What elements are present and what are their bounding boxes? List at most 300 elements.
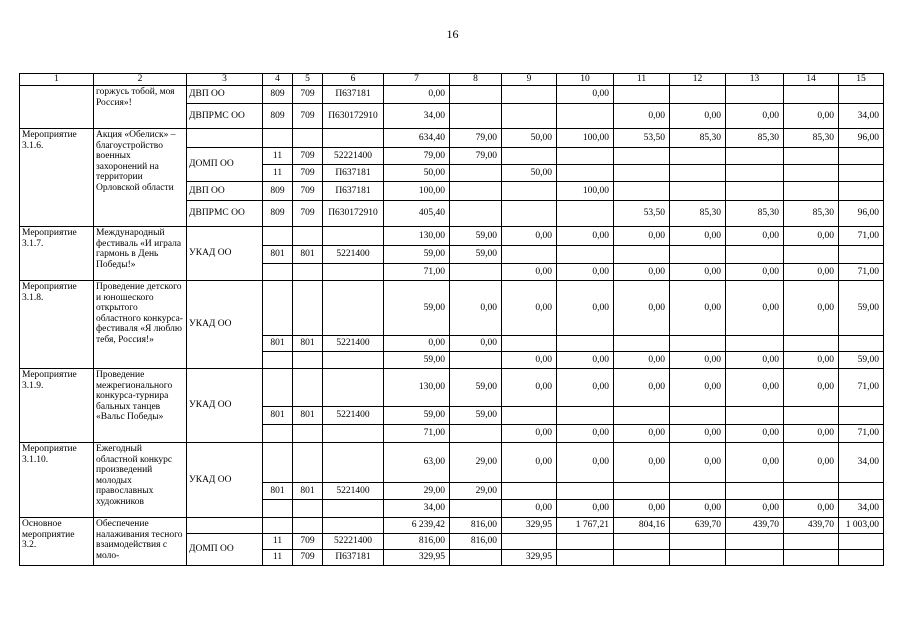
amount-cell: 0,00 [557,443,614,483]
amount-cell: 130,00 [384,369,450,407]
amount-cell: 59,00 [450,246,502,264]
amount-cell: 79,00 [450,148,502,165]
section-code-cell: 709 [293,550,323,566]
amount-cell: 100,00 [557,182,614,201]
amount-cell [670,483,726,500]
section-code-cell: 709 [293,165,323,182]
amount-cell: 34,00 [384,104,450,129]
amount-cell: 0,00 [384,336,450,352]
executor-code-cell: ДВПРМС ОО [187,201,263,227]
description-cell: Ежегодный областной конкурс произведений молодых православных художников [94,443,187,518]
measure-cell: Мероприятие 3.1.8. [20,281,94,369]
amount-cell [726,148,784,165]
amount-cell: 34,00 [839,500,884,518]
target-article-cell [323,518,384,534]
amount-cell [614,86,670,104]
column-header: 8 [450,74,502,86]
amount-cell: 0,00 [670,227,726,246]
amount-cell [614,182,670,201]
chapter-code-cell [263,443,293,483]
amount-cell: 0,00 [784,443,839,483]
amount-cell: 29,00 [450,443,502,483]
amount-cell: 100,00 [557,129,614,148]
amount-cell: 0,00 [670,425,726,443]
amount-cell: 329,95 [384,550,450,566]
column-header: 2 [94,74,187,86]
amount-cell [557,550,614,566]
chapter-code-cell [263,425,293,443]
target-article-cell: П630172910 [323,201,384,227]
target-article-cell: П637181 [323,550,384,566]
amount-cell [784,165,839,182]
chapter-code-cell [263,264,293,281]
amount-cell [726,182,784,201]
amount-cell: 34,00 [839,104,884,129]
amount-cell: 0,00 [614,281,670,336]
target-article-cell [323,352,384,369]
amount-cell: 79,00 [450,129,502,148]
amount-cell [839,165,884,182]
amount-cell: 59,00 [839,352,884,369]
amount-cell [450,352,502,369]
table-row [20,129,884,148]
amount-cell [670,182,726,201]
amount-cell: 0,00 [784,227,839,246]
amount-cell [726,483,784,500]
executor-code-cell [187,129,263,148]
column-header: 5 [293,74,323,86]
chapter-code-cell: 11 [263,165,293,182]
amount-cell: 59,00 [450,407,502,425]
amount-cell: 50,00 [384,165,450,182]
amount-cell [784,550,839,566]
amount-cell [614,246,670,264]
amount-cell: 59,00 [384,407,450,425]
target-article-cell: 5221400 [323,246,384,264]
target-article-cell [323,227,384,246]
target-article-cell [323,500,384,518]
amount-cell: 0,00 [670,352,726,369]
amount-cell: 0,00 [614,443,670,483]
measure-cell: Мероприятие 3.1.10. [20,443,94,518]
measure-cell [20,86,94,129]
amount-cell [502,86,557,104]
amount-cell: 0,00 [726,227,784,246]
amount-cell [502,104,557,129]
target-article-cell: П637181 [323,182,384,201]
column-header: 13 [726,74,784,86]
amount-cell [557,201,614,227]
column-header: 12 [670,74,726,86]
executor-code-cell: ДВПРМС ОО [187,104,263,129]
amount-cell: 0,00 [557,227,614,246]
description-cell: Международный фестиваль «И играла гармонь в День Победы!» [94,227,187,281]
chapter-code-cell: 11 [263,550,293,566]
section-code-cell [293,425,323,443]
amount-cell: 59,00 [384,246,450,264]
amount-cell: 85,30 [670,129,726,148]
amount-cell: 1 003,00 [839,518,884,534]
amount-cell: 0,00 [502,425,557,443]
amount-cell: 0,00 [557,264,614,281]
amount-cell: 1 767,21 [557,518,614,534]
amount-cell [839,407,884,425]
chapter-code-cell [263,500,293,518]
amount-cell [557,104,614,129]
amount-cell: 634,40 [384,129,450,148]
section-code-cell: 709 [293,182,323,201]
amount-cell [557,148,614,165]
amount-cell: 0,00 [726,425,784,443]
executor-code-cell: ДВП ОО [187,182,263,201]
section-code-cell [293,227,323,246]
budget-table [19,73,884,566]
amount-cell: 71,00 [839,227,884,246]
amount-cell: 0,00 [670,104,726,129]
target-article-cell [323,369,384,407]
amount-cell: 59,00 [384,281,450,336]
section-code-cell: 801 [293,336,323,352]
amount-cell [839,86,884,104]
target-article-cell [323,281,384,336]
amount-cell [450,165,502,182]
amount-cell [784,534,839,550]
amount-cell [614,165,670,182]
amount-cell [726,165,784,182]
description-cell: Акция «Обелиск» – благоустройство военных захоронений на территории Орловской области [94,129,187,227]
table-row [20,443,884,483]
executor-code-cell: УКАД ОО [187,227,263,281]
amount-cell [784,148,839,165]
amount-cell [670,534,726,550]
column-header: 10 [557,74,614,86]
amount-cell: 0,00 [502,369,557,407]
target-article-cell: 5221400 [323,407,384,425]
amount-cell [839,182,884,201]
amount-cell: 85,30 [784,201,839,227]
executor-code-cell: ДОМП ОО [187,148,263,182]
chapter-code-cell [263,518,293,534]
amount-cell [614,534,670,550]
table-header [20,74,884,86]
amount-cell [450,201,502,227]
amount-cell: 0,00 [614,104,670,129]
amount-cell: 71,00 [384,425,450,443]
amount-cell [839,336,884,352]
amount-cell: 53,50 [614,129,670,148]
executor-code-cell: ДВП ОО [187,86,263,104]
description-cell: горжусь тобой, моя Россия»! [94,86,187,129]
amount-cell: 329,95 [502,550,557,566]
amount-cell: 85,30 [726,129,784,148]
measure-cell: Основное мероприятие 3.2. [20,518,94,566]
chapter-code-cell: 801 [263,483,293,500]
amount-cell: 0,00 [784,425,839,443]
chapter-code-cell [263,369,293,407]
amount-cell [614,483,670,500]
description-cell: Обеспечение налаживания тесного взаимодействия с моло- [94,518,187,566]
amount-cell [784,182,839,201]
amount-cell: 85,30 [784,129,839,148]
amount-cell [557,246,614,264]
amount-cell [726,407,784,425]
section-code-cell: 801 [293,407,323,425]
amount-cell [670,407,726,425]
amount-cell: 0,00 [614,425,670,443]
amount-cell: 0,00 [784,281,839,336]
chapter-code-cell: 809 [263,104,293,129]
target-article-cell [323,425,384,443]
page-number: 16 [446,27,459,41]
amount-cell [557,407,614,425]
target-article-cell: 5221400 [323,483,384,500]
amount-cell [502,246,557,264]
measure-cell: Мероприятие 3.1.7. [20,227,94,281]
amount-cell [502,483,557,500]
amount-cell [784,336,839,352]
amount-cell: 0,00 [557,425,614,443]
amount-cell: 804,16 [614,518,670,534]
amount-cell: 0,00 [614,264,670,281]
amount-cell: 0,00 [614,227,670,246]
description-cell: Проведение межрегионального конкурса-турнира бальных танцев «Вальс Победы» [94,369,187,443]
amount-cell [839,246,884,264]
amount-cell [839,148,884,165]
amount-cell: 405,40 [384,201,450,227]
amount-cell: 50,00 [502,165,557,182]
amount-cell: 0,00 [502,443,557,483]
amount-cell [839,483,884,500]
amount-cell: 639,70 [670,518,726,534]
column-header: 15 [839,74,884,86]
amount-cell: 0,00 [557,281,614,336]
amount-cell [839,550,884,566]
amount-cell: 0,00 [784,369,839,407]
amount-cell [726,86,784,104]
section-code-cell: 709 [293,534,323,550]
table-row [20,281,884,336]
amount-cell: 71,00 [839,425,884,443]
amount-cell: 0,00 [784,104,839,129]
amount-cell [502,534,557,550]
amount-cell: 816,00 [450,534,502,550]
amount-cell: 59,00 [450,227,502,246]
amount-cell: 0,00 [670,264,726,281]
amount-cell: 130,00 [384,227,450,246]
chapter-code-cell: 801 [263,336,293,352]
amount-cell: 0,00 [557,369,614,407]
executor-code-cell: УКАД ОО [187,281,263,369]
amount-cell [450,500,502,518]
executor-code-cell: ДОМП ОО [187,534,263,566]
amount-cell: 85,30 [726,201,784,227]
chapter-code-cell: 809 [263,86,293,104]
amount-cell [784,86,839,104]
amount-cell: 0,00 [726,264,784,281]
amount-cell: 85,30 [670,201,726,227]
amount-cell: 71,00 [384,264,450,281]
amount-cell: 0,00 [557,352,614,369]
chapter-code-cell [263,227,293,246]
amount-cell [726,550,784,566]
chapter-code-cell [263,281,293,336]
amount-cell [557,165,614,182]
section-code-cell: 801 [293,246,323,264]
amount-cell [670,246,726,264]
amount-cell: 0,00 [557,86,614,104]
amount-cell [502,336,557,352]
amount-cell [450,104,502,129]
amount-cell: 0,00 [614,352,670,369]
amount-cell [502,407,557,425]
amount-cell: 0,00 [502,227,557,246]
target-article-cell: П637181 [323,165,384,182]
executor-code-cell [187,518,263,534]
amount-cell [670,550,726,566]
description-cell: Проведение детского и юношеского открытого областного конкурса-фестиваля «Я люблю тебя, Россия!» [94,281,187,369]
section-code-cell [293,281,323,336]
chapter-code-cell [263,352,293,369]
amount-cell [450,264,502,281]
target-article-cell: П637181 [323,86,384,104]
column-header: 11 [614,74,670,86]
chapter-code-cell: 11 [263,534,293,550]
amount-cell: 439,70 [784,518,839,534]
section-code-cell: 709 [293,201,323,227]
chapter-code-cell [263,129,293,148]
amount-cell: 0,00 [670,281,726,336]
section-code-cell: 801 [293,483,323,500]
amount-cell [557,534,614,550]
amount-cell [784,246,839,264]
amount-cell: 59,00 [450,369,502,407]
amount-cell [726,246,784,264]
amount-cell: 0,00 [557,500,614,518]
column-header: 14 [784,74,839,86]
amount-cell [450,182,502,201]
table-row [20,227,884,246]
section-code-cell: 709 [293,86,323,104]
amount-cell [726,336,784,352]
executor-code-cell: УКАД ОО [187,369,263,443]
amount-cell: 0,00 [670,500,726,518]
column-header: 7 [384,74,450,86]
target-article-cell: 52221400 [323,148,384,165]
section-code-cell [293,518,323,534]
amount-cell: 59,00 [839,281,884,336]
amount-cell [450,550,502,566]
amount-cell [557,336,614,352]
amount-cell: 0,00 [784,500,839,518]
amount-cell: 6 239,42 [384,518,450,534]
amount-cell: 439,70 [726,518,784,534]
chapter-code-cell: 801 [263,407,293,425]
amount-cell: 0,00 [726,443,784,483]
amount-cell: 53,50 [614,201,670,227]
amount-cell: 50,00 [502,129,557,148]
amount-cell: 0,00 [614,369,670,407]
amount-cell [784,407,839,425]
amount-cell: 0,00 [726,104,784,129]
amount-cell: 0,00 [784,352,839,369]
amount-cell [839,534,884,550]
target-article-cell: 52221400 [323,534,384,550]
target-article-cell: 5221400 [323,336,384,352]
amount-cell: 0,00 [614,500,670,518]
amount-cell [557,483,614,500]
amount-cell: 0,00 [784,264,839,281]
amount-cell: 816,00 [450,518,502,534]
amount-cell: 0,00 [502,500,557,518]
amount-cell [614,407,670,425]
table-body [20,86,884,566]
amount-cell: 816,00 [384,534,450,550]
chapter-code-cell: 809 [263,201,293,227]
column-header: 9 [502,74,557,86]
measure-cell: Мероприятие 3.1.6. [20,129,94,227]
amount-cell: 0,00 [502,352,557,369]
amount-cell: 0,00 [450,336,502,352]
amount-cell: 100,00 [384,182,450,201]
amount-cell [726,534,784,550]
amount-cell: 59,00 [384,352,450,369]
amount-cell [502,148,557,165]
amount-cell: 29,00 [384,483,450,500]
measure-cell: Мероприятие 3.1.9. [20,369,94,443]
amount-cell: 63,00 [384,443,450,483]
amount-cell: 329,95 [502,518,557,534]
amount-cell: 96,00 [839,201,884,227]
amount-cell [670,165,726,182]
section-code-cell [293,264,323,281]
amount-cell: 0,00 [726,281,784,336]
section-code-cell [293,129,323,148]
amount-cell: 34,00 [384,500,450,518]
target-article-cell: П630172910 [323,104,384,129]
amount-cell [670,148,726,165]
chapter-code-cell: 11 [263,148,293,165]
section-code-cell [293,369,323,407]
section-code-cell [293,500,323,518]
table-row [20,369,884,407]
amount-cell: 0,00 [384,86,450,104]
amount-cell [502,182,557,201]
amount-cell: 96,00 [839,129,884,148]
amount-cell: 79,00 [384,148,450,165]
amount-cell [450,425,502,443]
column-header: 4 [263,74,293,86]
amount-cell [450,86,502,104]
amount-cell: 71,00 [839,369,884,407]
section-code-cell: 709 [293,148,323,165]
target-article-cell [323,129,384,148]
amount-cell: 71,00 [839,264,884,281]
amount-cell [502,201,557,227]
executor-code-cell: УКАД ОО [187,443,263,518]
column-header: 3 [187,74,263,86]
amount-cell: 0,00 [502,264,557,281]
amount-cell [670,86,726,104]
table-row [20,518,884,534]
target-article-cell [323,443,384,483]
amount-cell: 0,00 [726,500,784,518]
column-header: 6 [323,74,384,86]
column-header: 1 [20,74,94,86]
amount-cell: 0,00 [450,281,502,336]
chapter-code-cell: 801 [263,246,293,264]
amount-cell [784,483,839,500]
chapter-code-cell: 809 [263,182,293,201]
